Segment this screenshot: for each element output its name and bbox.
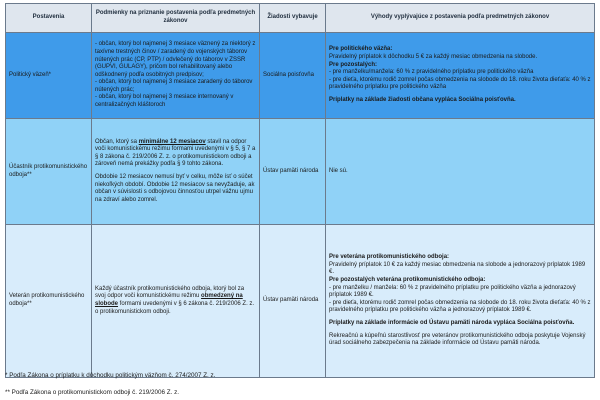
handler-cell: Ústav pamäti národa (260, 225, 326, 378)
benefit-heading: Pre pozostalých veterána protikomunistického odboja: (329, 277, 486, 284)
table-row-ucastnik-odboja (6, 119, 595, 225)
table-header-row (6, 4, 595, 33)
benefit-extra: Rekreačnú a kúpeľnú starostlivosť pre veteránov protikomunistického odboja poskytuje Vojenský úrad sociálneho zabezpečenia na základe informácie od Ústavu pamäti národa. (329, 332, 586, 347)
condition-paragraph (95, 139, 256, 169)
benefit-heading: Pre pozostalých: (329, 61, 378, 68)
condition-text: Občan, ktorý sa (95, 138, 139, 145)
benefit-text: - pre manželku / manžela: 60 % z pravidelného príplatku pre politického väzňa a jednorazový príplatok 1989 €. (329, 284, 576, 299)
header-postavenia: Postavenia (6, 4, 92, 33)
condition-text: formami uvedenými v § 6 zákona č. 219/2006 Z. z. o protikomunistickom odboji. (95, 301, 255, 315)
benefit-heading: Pre veteránа protikomunistického odboja: (329, 254, 450, 261)
benefits-cell: Nie sú. (326, 119, 595, 225)
conditions-cell (92, 119, 260, 225)
handler-cell: Sociálna poisťovňa (260, 33, 326, 119)
header-ziadosti: Žiadosti vybavuje (260, 4, 326, 33)
status-cell: Účastník protikomunistického odboja** (6, 119, 92, 225)
footnote-2: ** Podľa Zákona o protikomunistickom odboji č. 219/2006 Z. z. (5, 389, 180, 396)
conditions-cell (92, 225, 260, 378)
status-table (5, 3, 595, 378)
condition-item: - občan, ktorý bol najmenej 3 mesiace internovaný v centralizačných kláštoroch (95, 94, 234, 109)
conditions-cell (92, 33, 260, 119)
benefit-text: - pre manželku/manžela: 60 % z pravidelného príplatku pre politického väzňa (329, 69, 534, 76)
status-cell: Politický väzeň* (6, 33, 92, 119)
benefit-text: - pre dieťa, ktorému rodič zomrel počas obmedzenia na slobode do 18. roku života dieťaťa: 40 % z pravidelného príplatku pre politického väzňa a jednorazový príplatok 1989 €. (329, 299, 591, 314)
table-row-politicky-vazen (6, 33, 595, 119)
benefit-note: Príplatky na základe žiadosti občana vypláca Sociálna poisťovňa. (329, 96, 516, 103)
header-podmienky: Podmienky na priznanie postavenia podľa predmetných zákonov (92, 4, 260, 33)
condition-text: Každý účastník protikomunistického odboja, ktorý bol za svoj odpor voči komunistickému režimu (95, 285, 245, 300)
table-row-veteran-odboja (6, 225, 595, 378)
benefit-text: - pre dieťa, ktorému rodič zomrel počas obmedzenia na slobode do 18. roku života dieťaťa: 40 % z pravidelného príplatku pre politického väzňa (329, 76, 591, 91)
footnote-1: * Podľa Zákona o príplatku k dôchodku politickým väzňom č. 274/2007 Z. z. (5, 372, 216, 379)
benefits-cell (326, 225, 595, 378)
benefit-text: Pravidelný príplatok 10 € za každý mesiac obmedzenia na slobode a jednorazový príplatok 1989 €. (329, 261, 586, 276)
benefit-note: Príplatky na základe informácie od Ústavu pamäti národa vypláca Sociálna poisťovňa. (329, 319, 575, 326)
handler-cell: Ústav pamäti národa (260, 119, 326, 225)
benefits-cell (326, 33, 595, 119)
condition-item: - občan, ktorý bol najmenej 3 mesiace zaradený do táborov nútených prác; (95, 79, 253, 93)
condition-emphasis: minimálne 12 mesiacov (138, 138, 206, 145)
header-vyhody: Výhody vyplývajúce z postavenia podľa predmetných zákonov (326, 4, 595, 33)
status-cell: Veterán protikomunistického odboja** (6, 225, 92, 378)
benefit-heading: Pre politického väzňa: (329, 46, 393, 53)
condition-paragraph: Obdobie 12 mesiacov nemusí byť v celku, môže ísť o súčet niekoľkých období. Obdobie 12 mesiacov sa nevyžaduje, ak občan v súvislosti s odbojovou činnosťou utrpel vážnu ujmu na zdraví alebo zomrel. (95, 174, 255, 203)
benefit-text: Pravidelný príplatok k dôchodku 5 € za každý mesiac obmedzenia na slobode. (329, 54, 538, 61)
condition-text: stavil na odpor voči komunistickému režimu formami uvedenými v § 5, § 7 a § 8 zákona č. 219/2006 Z. z. o protikomunistickom odboji a zároveň nemá prekážky podľa § 9 tohto zákona. (95, 138, 256, 168)
condition-item: - občan, ktorý bol najmenej 3 mesiace väznený za niektorý z taxívne trestných činov / zaradený do vojenských táborov nútených prác (CP, PTP) / odvlečený do táborov v ZSSR (GUPVI, GULAGY), pričom bol rehabilitovaný alebo odškodnený podľa osobitných predpisov; (95, 41, 256, 78)
condition-emphasis: obmedzený na slobode (95, 293, 243, 307)
